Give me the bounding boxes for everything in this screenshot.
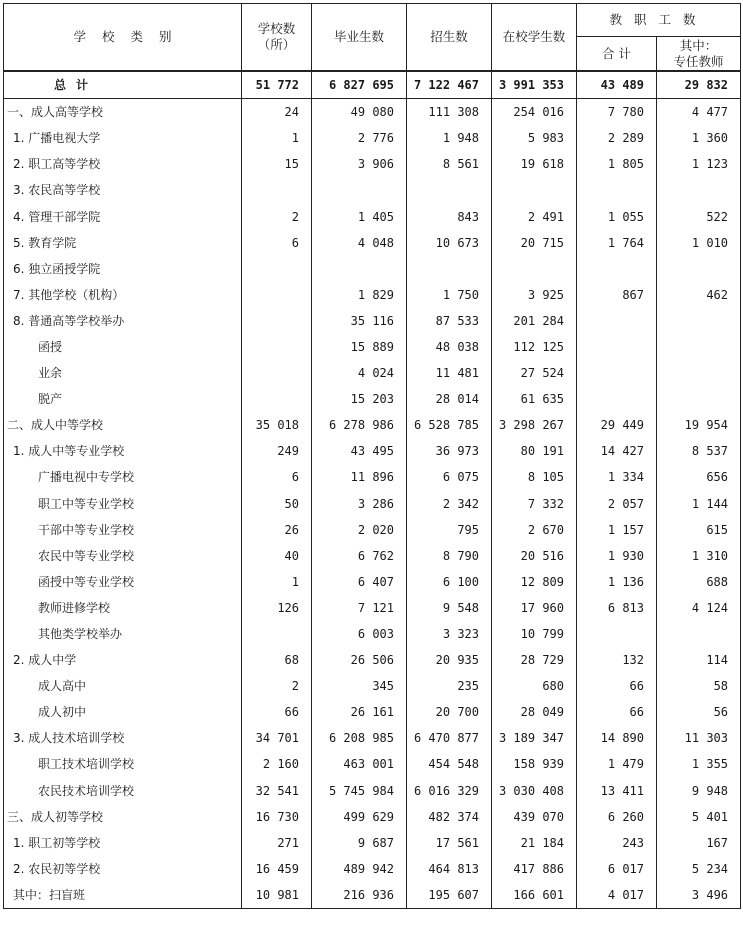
cell-teachers: 522 — [657, 203, 741, 229]
cell-graduates: 1 829 — [312, 282, 407, 308]
cell-schools — [242, 177, 312, 203]
row-label: 2. 农民初等学校 — [4, 856, 242, 882]
row-label: 二、成人中等学校 — [4, 412, 242, 438]
header-schools-label: 学校数 — [257, 21, 296, 36]
cell-graduates: 15 203 — [312, 386, 407, 412]
cell-schools: 1 — [242, 569, 312, 595]
cell-schools: 15 — [242, 151, 312, 177]
header-enrollment: 招生数 — [407, 4, 492, 72]
cell-teachers: 11 303 — [657, 725, 741, 751]
header-schools-unit: （所） — [257, 37, 296, 52]
cell-graduates: 2 776 — [312, 125, 407, 151]
cell-enrollment: 20 700 — [407, 699, 492, 725]
row-label: 4. 管理干部学院 — [4, 203, 242, 229]
cell-staff: 29 449 — [577, 412, 657, 438]
cell-teachers: 29 832 — [657, 71, 741, 99]
cell-enrollment: 6 016 329 — [407, 778, 492, 804]
cell-enrollment: 1 750 — [407, 282, 492, 308]
cell-students: 28 729 — [492, 647, 577, 673]
cell-graduates: 463 001 — [312, 751, 407, 777]
cell-staff — [577, 621, 657, 647]
table-row — [4, 464, 741, 490]
table-row — [4, 151, 741, 177]
cell-teachers: 688 — [657, 569, 741, 595]
cell-students: 19 618 — [492, 151, 577, 177]
cell-students: 20 715 — [492, 230, 577, 256]
header-graduates: 毕业生数 — [312, 4, 407, 72]
cell-staff: 66 — [577, 699, 657, 725]
cell-staff: 1 930 — [577, 543, 657, 569]
cell-enrollment: 111 308 — [407, 99, 492, 126]
cell-enrollment: 195 607 — [407, 882, 492, 909]
cell-staff: 1 334 — [577, 464, 657, 490]
row-label: 1. 广播电视大学 — [4, 125, 242, 151]
cell-staff: 1 479 — [577, 751, 657, 777]
cell-teachers — [657, 360, 741, 386]
cell-students: 5 983 — [492, 125, 577, 151]
cell-teachers: 114 — [657, 647, 741, 673]
cell-schools — [242, 360, 312, 386]
cell-staff — [577, 177, 657, 203]
cell-teachers: 1 355 — [657, 751, 741, 777]
header-category: 学校类别 — [4, 4, 242, 72]
cell-teachers — [657, 621, 741, 647]
cell-schools: 16 459 — [242, 856, 312, 882]
cell-staff: 132 — [577, 647, 657, 673]
row-label: 脱产 — [4, 386, 242, 412]
cell-graduates: 489 942 — [312, 856, 407, 882]
cell-students: 2 670 — [492, 517, 577, 543]
cell-graduates: 6 407 — [312, 569, 407, 595]
cell-enrollment: 235 — [407, 673, 492, 699]
cell-graduates: 35 116 — [312, 308, 407, 334]
cell-schools: 6 — [242, 230, 312, 256]
cell-students: 80 191 — [492, 438, 577, 464]
cell-graduates: 3 906 — [312, 151, 407, 177]
cell-teachers: 58 — [657, 673, 741, 699]
cell-graduates: 9 687 — [312, 830, 407, 856]
table-row — [4, 308, 741, 334]
row-label: 8. 普通高等学校举办 — [4, 308, 242, 334]
cell-teachers: 1 123 — [657, 151, 741, 177]
cell-enrollment: 87 533 — [407, 308, 492, 334]
cell-staff — [577, 256, 657, 282]
table-row — [4, 830, 741, 856]
cell-graduates: 7 121 — [312, 595, 407, 621]
table-row — [4, 778, 741, 804]
cell-students: 3 925 — [492, 282, 577, 308]
cell-teachers: 3 496 — [657, 882, 741, 909]
header-staff: 教职工数 — [577, 4, 741, 37]
cell-enrollment: 8 561 — [407, 151, 492, 177]
row-label: 一、成人高等学校 — [4, 99, 242, 126]
cell-students — [492, 177, 577, 203]
cell-staff: 243 — [577, 830, 657, 856]
cell-graduates — [312, 177, 407, 203]
cell-graduates: 26 506 — [312, 647, 407, 673]
cell-graduates: 4 024 — [312, 360, 407, 386]
cell-students: 417 886 — [492, 856, 577, 882]
cell-students: 10 799 — [492, 621, 577, 647]
row-label: 农民技术培训学校 — [4, 778, 242, 804]
table-row — [4, 203, 741, 229]
table-body — [4, 71, 741, 909]
cell-students: 28 049 — [492, 699, 577, 725]
cell-enrollment: 10 673 — [407, 230, 492, 256]
row-label: 其中：扫盲班 — [4, 882, 242, 909]
table-row — [4, 386, 741, 412]
table-row — [4, 125, 741, 151]
header-staff-total: 合 计 — [577, 37, 657, 72]
cell-staff — [577, 334, 657, 360]
cell-staff: 1 805 — [577, 151, 657, 177]
row-label: 总计 — [4, 71, 242, 99]
cell-staff: 1 764 — [577, 230, 657, 256]
cell-students: 7 332 — [492, 491, 577, 517]
cell-teachers — [657, 334, 741, 360]
cell-enrollment: 11 481 — [407, 360, 492, 386]
cell-schools: 68 — [242, 647, 312, 673]
table-row — [4, 543, 741, 569]
table-row — [4, 517, 741, 543]
cell-students: 12 809 — [492, 569, 577, 595]
cell-enrollment: 6 528 785 — [407, 412, 492, 438]
cell-staff — [577, 386, 657, 412]
cell-enrollment: 7 122 467 — [407, 71, 492, 99]
cell-enrollment: 8 790 — [407, 543, 492, 569]
cell-staff: 2 289 — [577, 125, 657, 151]
cell-schools: 50 — [242, 491, 312, 517]
cell-staff: 14 427 — [577, 438, 657, 464]
cell-graduates: 5 745 984 — [312, 778, 407, 804]
header-staff-teachers — [657, 37, 741, 72]
table-row — [4, 230, 741, 256]
cell-enrollment — [407, 177, 492, 203]
row-label: 其他类学校举办 — [4, 621, 242, 647]
table-row — [4, 621, 741, 647]
cell-graduates: 49 080 — [312, 99, 407, 126]
cell-graduates: 345 — [312, 673, 407, 699]
adult-education-statistics-table — [3, 3, 741, 909]
cell-students: 21 184 — [492, 830, 577, 856]
cell-graduates: 15 889 — [312, 334, 407, 360]
cell-graduates: 4 048 — [312, 230, 407, 256]
cell-staff: 7 780 — [577, 99, 657, 126]
row-label: 职工技术培训学校 — [4, 751, 242, 777]
cell-enrollment: 1 948 — [407, 125, 492, 151]
row-label: 3. 成人技术培训学校 — [4, 725, 242, 751]
cell-teachers — [657, 386, 741, 412]
row-label: 成人高中 — [4, 673, 242, 699]
table-row — [4, 282, 741, 308]
cell-schools — [242, 256, 312, 282]
cell-teachers: 1 010 — [657, 230, 741, 256]
cell-schools — [242, 334, 312, 360]
cell-staff: 2 057 — [577, 491, 657, 517]
row-label: 6. 独立函授学院 — [4, 256, 242, 282]
cell-teachers: 615 — [657, 517, 741, 543]
table-row — [4, 751, 741, 777]
cell-enrollment: 2 342 — [407, 491, 492, 517]
cell-staff: 13 411 — [577, 778, 657, 804]
cell-schools: 6 — [242, 464, 312, 490]
cell-schools: 271 — [242, 830, 312, 856]
cell-teachers: 56 — [657, 699, 741, 725]
cell-schools: 1 — [242, 125, 312, 151]
cell-staff: 867 — [577, 282, 657, 308]
cell-schools: 40 — [242, 543, 312, 569]
row-label: 职工中等专业学校 — [4, 491, 242, 517]
row-label: 三、成人初等学校 — [4, 804, 242, 830]
cell-schools — [242, 386, 312, 412]
cell-students: 20 516 — [492, 543, 577, 569]
cell-staff: 1 157 — [577, 517, 657, 543]
row-label: 2. 职工高等学校 — [4, 151, 242, 177]
cell-staff: 1 055 — [577, 203, 657, 229]
total-row — [4, 71, 741, 99]
cell-students: 680 — [492, 673, 577, 699]
row-label: 业余 — [4, 360, 242, 386]
cell-schools: 16 730 — [242, 804, 312, 830]
row-label: 5. 教育学院 — [4, 230, 242, 256]
cell-teachers: 4 124 — [657, 595, 741, 621]
cell-graduates: 1 405 — [312, 203, 407, 229]
cell-graduates: 216 936 — [312, 882, 407, 909]
cell-students: 254 016 — [492, 99, 577, 126]
cell-teachers: 8 537 — [657, 438, 741, 464]
cell-students: 61 635 — [492, 386, 577, 412]
cell-staff: 66 — [577, 673, 657, 699]
row-label: 成人初中 — [4, 699, 242, 725]
table-row — [4, 177, 741, 203]
table-row — [4, 412, 741, 438]
cell-teachers: 462 — [657, 282, 741, 308]
cell-staff: 14 890 — [577, 725, 657, 751]
cell-teachers: 9 948 — [657, 778, 741, 804]
cell-students: 112 125 — [492, 334, 577, 360]
cell-teachers — [657, 177, 741, 203]
cell-schools: 51 772 — [242, 71, 312, 99]
cell-schools: 35 018 — [242, 412, 312, 438]
cell-schools — [242, 282, 312, 308]
cell-staff: 43 489 — [577, 71, 657, 99]
cell-schools: 249 — [242, 438, 312, 464]
cell-enrollment: 17 561 — [407, 830, 492, 856]
cell-graduates: 6 003 — [312, 621, 407, 647]
table-row — [4, 673, 741, 699]
cell-enrollment: 9 548 — [407, 595, 492, 621]
cell-enrollment: 795 — [407, 517, 492, 543]
cell-graduates: 6 208 985 — [312, 725, 407, 751]
cell-students: 8 105 — [492, 464, 577, 490]
row-label: 1. 职工初等学校 — [4, 830, 242, 856]
cell-graduates: 499 629 — [312, 804, 407, 830]
cell-graduates: 6 278 986 — [312, 412, 407, 438]
table-row — [4, 804, 741, 830]
cell-students: 158 939 — [492, 751, 577, 777]
row-label: 3. 农民高等学校 — [4, 177, 242, 203]
cell-enrollment: 6 470 877 — [407, 725, 492, 751]
table-row — [4, 99, 741, 126]
table-row — [4, 725, 741, 751]
cell-enrollment: 6 100 — [407, 569, 492, 595]
cell-teachers: 1 360 — [657, 125, 741, 151]
cell-staff: 6 017 — [577, 856, 657, 882]
cell-students: 3 298 267 — [492, 412, 577, 438]
table-row — [4, 856, 741, 882]
cell-students: 3 189 347 — [492, 725, 577, 751]
cell-teachers: 167 — [657, 830, 741, 856]
statistics-table-container — [3, 3, 741, 909]
cell-students: 439 070 — [492, 804, 577, 830]
row-label: 7. 其他学校（机构） — [4, 282, 242, 308]
header-teachers-line2: 专任教师 — [673, 53, 724, 69]
cell-enrollment: 36 973 — [407, 438, 492, 464]
table-row — [4, 699, 741, 725]
row-label: 函授 — [4, 334, 242, 360]
table-row — [4, 491, 741, 517]
cell-students: 2 491 — [492, 203, 577, 229]
cell-schools: 34 701 — [242, 725, 312, 751]
table-row — [4, 595, 741, 621]
cell-graduates: 43 495 — [312, 438, 407, 464]
cell-schools: 26 — [242, 517, 312, 543]
cell-staff: 4 017 — [577, 882, 657, 909]
cell-students: 27 524 — [492, 360, 577, 386]
cell-enrollment: 6 075 — [407, 464, 492, 490]
cell-schools: 2 160 — [242, 751, 312, 777]
cell-enrollment: 48 038 — [407, 334, 492, 360]
cell-enrollment: 843 — [407, 203, 492, 229]
row-label: 教师进修学校 — [4, 595, 242, 621]
cell-staff: 6 813 — [577, 595, 657, 621]
table-row — [4, 438, 741, 464]
cell-teachers: 19 954 — [657, 412, 741, 438]
table-row — [4, 256, 741, 282]
cell-teachers: 1 310 — [657, 543, 741, 569]
table-row — [4, 882, 741, 909]
cell-graduates: 6 827 695 — [312, 71, 407, 99]
cell-teachers: 5 401 — [657, 804, 741, 830]
cell-students — [492, 256, 577, 282]
cell-students: 3 030 408 — [492, 778, 577, 804]
cell-staff — [577, 308, 657, 334]
row-label: 2. 成人中学 — [4, 647, 242, 673]
cell-enrollment: 28 014 — [407, 386, 492, 412]
cell-enrollment: 464 813 — [407, 856, 492, 882]
cell-schools: 2 — [242, 203, 312, 229]
header-students: 在校学生数 — [492, 4, 577, 72]
cell-schools: 126 — [242, 595, 312, 621]
cell-teachers: 1 144 — [657, 491, 741, 517]
table-row — [4, 360, 741, 386]
cell-schools: 2 — [242, 673, 312, 699]
table-row — [4, 569, 741, 595]
cell-staff: 1 136 — [577, 569, 657, 595]
cell-enrollment — [407, 256, 492, 282]
cell-teachers: 4 477 — [657, 99, 741, 126]
table-header — [4, 4, 741, 72]
cell-graduates: 11 896 — [312, 464, 407, 490]
cell-teachers — [657, 256, 741, 282]
cell-schools — [242, 308, 312, 334]
cell-students: 166 601 — [492, 882, 577, 909]
cell-graduates: 3 286 — [312, 491, 407, 517]
cell-teachers: 656 — [657, 464, 741, 490]
cell-graduates: 6 762 — [312, 543, 407, 569]
cell-graduates: 26 161 — [312, 699, 407, 725]
cell-students: 17 960 — [492, 595, 577, 621]
cell-schools: 10 981 — [242, 882, 312, 909]
cell-schools: 24 — [242, 99, 312, 126]
cell-enrollment: 20 935 — [407, 647, 492, 673]
cell-graduates: 2 020 — [312, 517, 407, 543]
cell-teachers: 5 234 — [657, 856, 741, 882]
cell-graduates — [312, 256, 407, 282]
cell-schools: 32 541 — [242, 778, 312, 804]
cell-enrollment: 3 323 — [407, 621, 492, 647]
row-label: 广播电视中专学校 — [4, 464, 242, 490]
cell-schools — [242, 621, 312, 647]
cell-teachers — [657, 308, 741, 334]
row-label: 干部中等专业学校 — [4, 517, 242, 543]
cell-students: 201 284 — [492, 308, 577, 334]
row-label: 农民中等专业学校 — [4, 543, 242, 569]
row-label: 函授中等专业学校 — [4, 569, 242, 595]
row-label: 1. 成人中等专业学校 — [4, 438, 242, 464]
cell-students: 3 991 353 — [492, 71, 577, 99]
cell-enrollment: 482 374 — [407, 804, 492, 830]
cell-staff — [577, 360, 657, 386]
header-teachers-line1: 其中： — [679, 37, 718, 53]
cell-schools: 66 — [242, 699, 312, 725]
cell-enrollment: 454 548 — [407, 751, 492, 777]
table-row — [4, 647, 741, 673]
cell-staff: 6 260 — [577, 804, 657, 830]
table-row — [4, 334, 741, 360]
header-schools — [242, 4, 312, 72]
